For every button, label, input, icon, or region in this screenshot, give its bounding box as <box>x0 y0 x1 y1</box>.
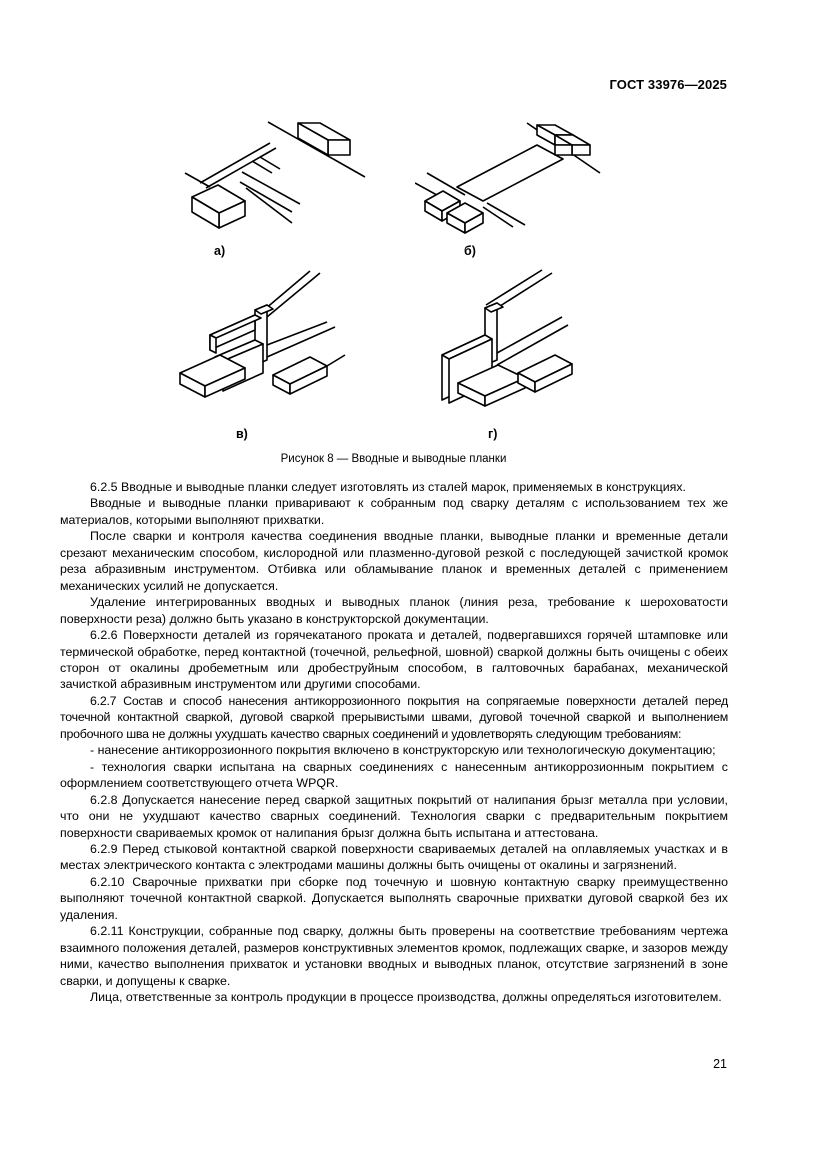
figure-caption: Рисунок 8 — Вводные и выводные планки <box>280 453 507 465</box>
drawing-c <box>175 265 360 420</box>
paragraph: После сварки и контроля качества соединения вводные планки, выводные планки и временные детали срезают механическим способом, кислородной или плазменно-дуговой резкой с последующей зачисткой кромок реза абразивным инструментом. Отбивка или обламывание планок и временных деталей с применением механических усилий не допускается. <box>60 529 728 593</box>
paragraph: Лица, ответственные за контроль продукции в процессе производства, должны определяться изготовителем. <box>90 990 722 1005</box>
paragraph: 6.2.6 Поверхности деталей из горячекатаного проката и деталей, подвергавшихся горячей штамповке или термической обработке, перед контактной (точечной, рельефной, шовной) сваркой должны быть очищены с обеих сторон от окалины дробеметным или дробеструйным способом, в галтовочных барабанах, механической зачисткой абразивным инструментом или другими способами. <box>60 628 728 692</box>
paragraph: 6.2.10 Сварочные прихватки при сборке под точечную и шовную контактную сварку преимущественно выполняют точечной контактной сваркой. Допускается выполнять сварочные прихватки дуговой сваркой без их удаления. <box>60 874 728 922</box>
paragraph: 6.2.9 Перед стыковой контактной сваркой поверхности свариваемых деталей на оплавляемых участках и в местах электрического контакта с электродами машины должны быть очищены от окалины и загрязнений. <box>60 841 728 873</box>
paragraph: Вводные и выводные планки приваривают к собранным под сварку деталям с использованием тех же материалов, которыми выполняют прихватки. <box>60 496 728 527</box>
subfigure-label-b: б) <box>464 244 476 258</box>
paragraph: 6.2.11 Конструкции, собранные под сварку, должны быть проверены на соответствие требованиям чертежа взаимного положения деталей, размеров конструктивных элементов кромок, подлежащих сварке, и зазоров между ними, качество выполнения прихваток и установки вводных и выводных планок, отсутствие загрязнений в зоне сварки, и допущены к сварке. <box>60 924 728 988</box>
paragraph: 6.2.7 Состав и способ нанесения антикоррозионного покрытия на сопрягаемые поверхности деталей перед точечной контактной сваркой, дуговой сваркой прерывистыми швами, дуговой точечной сваркой и выполнением пробочного шва не должны ухудшать качество сварных соединений и удовлетворять следующим требованиям: <box>60 693 728 741</box>
subfigure-label-d: г) <box>488 427 498 441</box>
drawing-b <box>415 115 615 245</box>
figure-8 <box>0 0 827 450</box>
paragraph: Удаление интегрированных вводных и выводных планок (линия реза, требование к шероховатости поверхности реза) должно быть указано в конструкторской документации. <box>60 595 728 626</box>
paragraph: 6.2.8 Допускается нанесение перед сваркой защитных покрытий от налипания брызг металла при условии, что они не ухудшают качество сварных соединений. Технология сварки с предварительным покрытием поверхности свариваемых кромок от налипания брызг должна быть испытана и аттестована. <box>60 792 728 840</box>
body-text <box>60 479 728 1006</box>
drawing-a <box>180 115 380 240</box>
list-item: - нанесение антикоррозионного покрытия включено в конструкторскую или технологическую документацию; <box>90 743 716 758</box>
subfigure-label-c: в) <box>236 427 248 441</box>
document-header: ГОСТ 33976—2025 <box>609 77 727 92</box>
paragraph: 6.2.5 Вводные и выводные планки следует изготовлять из сталей марок, применяемых в конструкциях. <box>90 480 686 494</box>
list-item: - технология сварки испытана на сварных соединениях с нанесенным антикоррозионным покрытием с оформлением соответствующего отчета WPQR. <box>60 759 728 791</box>
drawing-d <box>430 265 615 415</box>
page-number: 21 <box>713 1057 727 1071</box>
subfigure-label-a: а) <box>214 244 226 258</box>
